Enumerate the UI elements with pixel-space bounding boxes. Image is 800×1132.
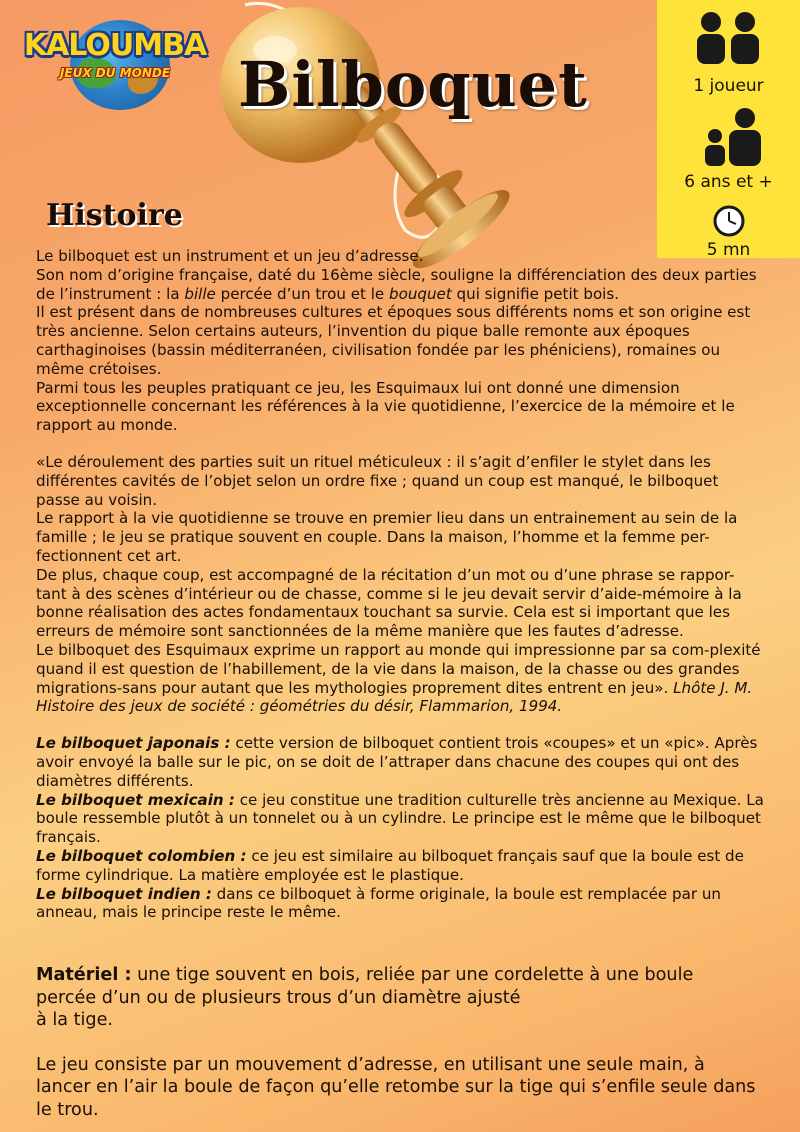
- kaloumba-logo: [20, 14, 210, 104]
- section-title-histoire: Histoire: [46, 198, 183, 233]
- history-text: [36, 247, 764, 922]
- material-and-rules: [36, 964, 764, 1121]
- quote-paragraph: De plus, chaque coup, est accompagné de la récitation d’un mot ou d’une phrase se rappor-tant à des scènes d’intérieur ou de chasse, comme si le jeu devait servir d’aide-mémoire à la bonne réalisation des actes fondamentaux touchant sa survie. Cela est si important que les erreurs de mémoire sont sanctionnées de la même manière que les fautes d’adresse.: [36, 565, 742, 641]
- age-icon: [705, 108, 765, 166]
- paragraph: Il est présent dans de nombreuses cultures et époques sous différents noms et son origine est très ancienne. Selon certains auteurs, l’invention du pique balle remonte aux époques carthaginoises (bassin méditerranéen, civilisation fondée par les phéniciens), romaines ou même crétoises.: [36, 303, 751, 378]
- age-range: 6 ans et +: [684, 172, 773, 192]
- variant-colombien: Le bilboquet colombien : ce jeu est similaire au bilboquet français sauf que la boule est de forme cylindrique. La matière employée est le plastique.: [36, 846, 744, 884]
- two-players-icon: [695, 12, 761, 64]
- duration: 5 mn: [706, 240, 751, 260]
- rules-paragraph: Le jeu consiste par un mouvement d’adresse, en utilisant une seule main, à lancer en l’air la boule de façon qu’elle retombe sur la tige qui s’enfile seule dans le trou.: [36, 1054, 756, 1120]
- variant-mexicain: Le bilboquet mexicain : ce jeu constitue une tradition culturelle très ancienne au Mexique. La boule ressemble plutôt à un tonnelet ou à un cylindre. Le principe est le même que le bilboquet français.: [36, 790, 764, 847]
- citation: Lhôte J. M. Histoire des jeux de société : géométries du désir, Flammarion, 1994.: [36, 678, 753, 716]
- clock-icon: [713, 205, 745, 237]
- paragraph: Parmi tous les peuples pratiquant ce jeu, les Esquimaux lui ont donné une dimension exceptionnelle concernant les références à la vie quotidienne, l’exercice de la mémoire et le rapport au monde.: [36, 378, 735, 435]
- material-paragraph: Matériel : une tige souvent en bois, reliée par une cordelette à une boule: [36, 965, 694, 985]
- players-count: 1 joueur: [693, 76, 764, 96]
- logo-tagline: JEUX DU MONDE: [59, 66, 171, 80]
- page-title: Bilboquet: [238, 48, 588, 121]
- quote-paragraph: Le bilboquet des Esquimaux exprime un rapport au monde qui impressionne par sa com-plexité quand il est question de l’habillement, de la vie dans la maison, de la chasse ou des grandes migrations-sans pour autant que les mythologies proprement dites entrent en jeu». Lhôte J. M. Histoire des jeux de société : géométries du désir, Flammarion, 1994.: [36, 640, 761, 716]
- variant-japonais: Le bilboquet japonais : cette version de bilboquet contient trois «coupes» et un «pic». Après avoir envoyé la balle sur le pic, on se doit de l’attraper dans chacune des coupes qui ont des diamètres différents.: [36, 734, 758, 790]
- game-info-box: [657, 0, 800, 258]
- quote-paragraph: «Le déroulement des parties suit un rituel méticuleux : il s’agit d’enfiler le stylet dans les différentes cavités de l’objet selon un ordre fixe ; quand un coup est manqué, le bilboquet passe au voisin.: [36, 452, 719, 509]
- paragraph: Son nom d’origine française, daté du 16ème siècle, souligne la différenciation des deux parties de l’instrument : la bille percée d’un trou et le bouquet qui signifie petit bois.: [36, 265, 757, 303]
- quote-paragraph: Le rapport à la vie quotidienne se trouve en premier lieu dans un entrainement au sein de la famille ; le jeu se pratique souvent en couple. Dans la maison, l’homme et la femme per-fectionnent cet art.: [36, 509, 738, 565]
- logo-name: KALOUMBA: [23, 28, 207, 63]
- paragraph: Le bilboquet est un instrument et un jeu d’adresse.: [36, 247, 424, 265]
- variant-indien: Le bilboquet indien : dans ce bilboquet à forme originale, la boule est remplacée par un anneau, mais le principe reste le même.: [36, 884, 721, 922]
- material-line-3: à la tige.: [36, 1010, 114, 1030]
- material-line-2: percée d’un ou de plusieurs trous d’un diamètre ajusté: [36, 987, 521, 1008]
